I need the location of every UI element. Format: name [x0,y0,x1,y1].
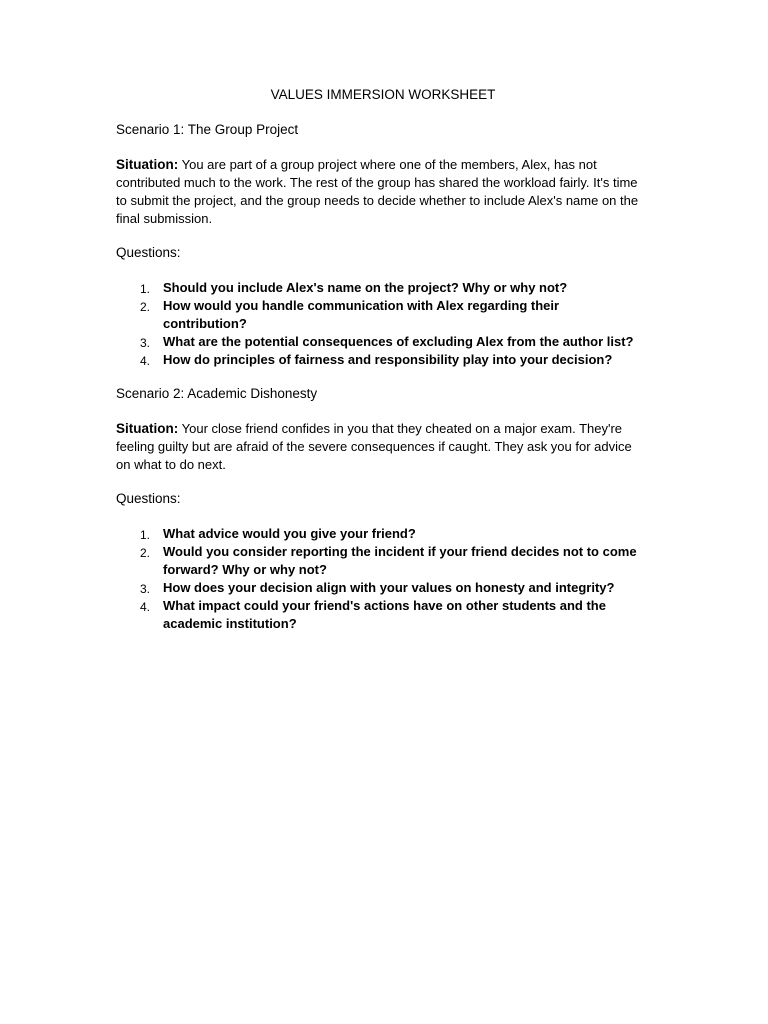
scenario-2-situation-text: Your close friend confides in you that they cheated on a major exam. They're feeling guilty but are afraid of the severe consequences if caught. They ask you for advice on what to do next. [116,421,632,472]
question-text: How would you handle communication with Alex regarding their contribution? [163,298,560,331]
list-item [116,279,646,297]
list-item [116,525,646,543]
question-number: 4. [140,354,151,368]
scenario-1-situation-text: You are part of a group project where one of the members, Alex, has not contributed much to the work. The rest of the group has shared the workload fairly. It's time to submit the project, and the group needs to decide whether to include Alex's name on the final submission. [116,157,639,226]
scenario-1-question-list [116,279,646,369]
question-text: Should you include Alex's name on the project? Why or why not? [163,280,568,295]
question-number: 1. [140,282,151,296]
scenario-1-situation [116,156,646,228]
list-item [116,579,646,597]
list-item [116,597,646,633]
scenario-2-section [116,385,646,633]
scenario-2-situation-label: Situation: [116,421,179,436]
list-item [116,543,646,579]
question-text: Would you consider reporting the incident if your friend decides not to come forward? Why or why not? [163,544,637,577]
scenario-1-section [116,121,646,369]
list-item [116,351,646,369]
question-number: 1. [140,528,151,542]
question-number: 2. [140,546,151,560]
question-text: What are the potential consequences of excluding Alex from the author list? [163,334,634,349]
question-number: 3. [140,582,151,596]
worksheet-page [116,86,646,649]
document-title: VALUES IMMERSION WORKSHEET [270,87,496,102]
question-text: What advice would you give your friend? [163,526,416,541]
question-text: What impact could your friend's actions have on other students and the academic institution? [163,598,606,631]
list-item [116,297,646,333]
question-number: 4. [140,600,151,614]
question-text: How do principles of fairness and responsibility play into your decision? [163,352,613,367]
scenario-2-situation [116,420,646,474]
scenario-1-situation-label: Situation: [116,157,179,172]
scenario-2-questions-label: Questions: [116,491,181,506]
scenario-2-heading: Scenario 2: Academic Dishonesty [116,386,318,401]
scenario-1-questions-label: Questions: [116,245,181,260]
question-number: 3. [140,336,151,350]
scenario-2-question-list [116,525,646,633]
question-number: 2. [140,300,151,314]
list-item [116,333,646,351]
question-text: How does your decision align with your values on honesty and integrity? [163,580,615,595]
scenario-1-heading: Scenario 1: The Group Project [116,122,299,137]
